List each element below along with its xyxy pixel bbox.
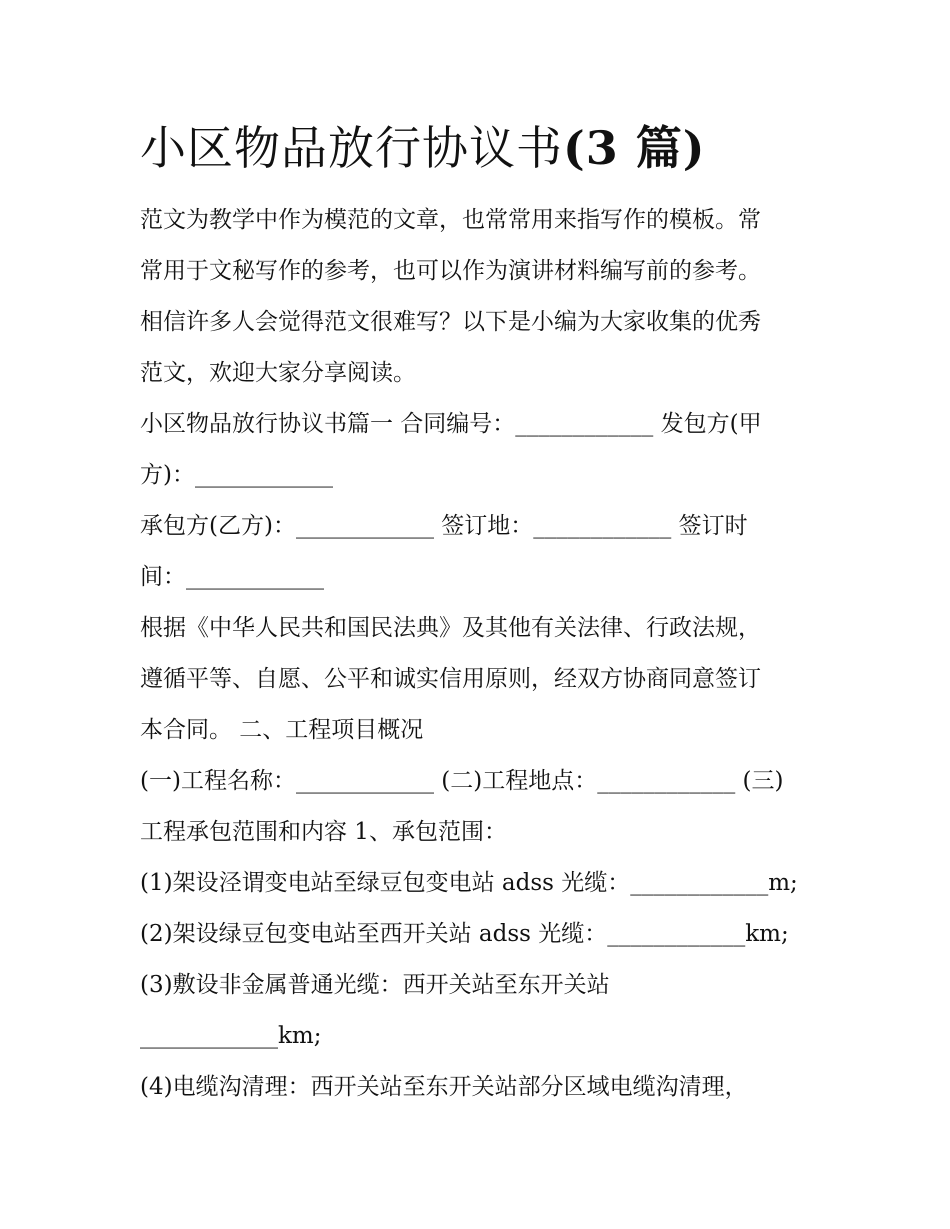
title-suffix: (3 篇) bbox=[563, 121, 706, 175]
document-title bbox=[140, 115, 820, 181]
text-line: (3)敷设非金属普通光缆：西开关站至东开关站 bbox=[140, 972, 610, 998]
text-line: (一)工程名称：____________ (二)工程地点：____________ (三) bbox=[140, 768, 784, 794]
text-line: 小区物品放行协议书篇一 合同编号：____________ 发包方(甲 bbox=[140, 411, 762, 437]
text-line: 范文，欢迎大家分享阅读。 bbox=[140, 360, 416, 386]
text-line: ____________km; bbox=[140, 1023, 322, 1049]
text-line: 根据《中华人民共和国民法典》及其他有关法律、行政法规， bbox=[140, 615, 761, 641]
text-line: 方)：____________ bbox=[140, 462, 333, 488]
text-line: 范文为教学中作为模范的文章，也常常用来指写作的模板。常 bbox=[140, 207, 761, 233]
text-line: 本合同。 二、工程项目概况 bbox=[140, 717, 424, 743]
text-line: (1)架设泾谓变电站至绿豆包变电站 adss 光缆：____________m; bbox=[140, 870, 798, 896]
title-main: 小区物品放行协议书 bbox=[140, 121, 563, 175]
text-line: 相信许多人会觉得范文很难写？以下是小编为大家收集的优秀 bbox=[140, 309, 761, 335]
text-line: (2)架设绿豆包变电站至西开关站 adss 光缆：____________km; bbox=[140, 921, 789, 947]
text-line: 常用于文秘写作的参考，也可以作为演讲材料编写前的参考。 bbox=[140, 258, 761, 284]
text-line: 遵循平等、自愿、公平和诚实信用原则，经双方协商同意签订 bbox=[140, 666, 761, 692]
text-line: 工程承包范围和内容 1、承包范围： bbox=[140, 819, 507, 845]
text-line: 间：____________ bbox=[140, 564, 324, 590]
text-line: (4)电缆沟清理：西开关站至东开关站部分区域电缆沟清理， bbox=[140, 1074, 748, 1100]
document-page bbox=[140, 115, 820, 1113]
text-line: 承包方(乙方)：____________ 签订地：____________ 签订时 bbox=[140, 513, 748, 539]
